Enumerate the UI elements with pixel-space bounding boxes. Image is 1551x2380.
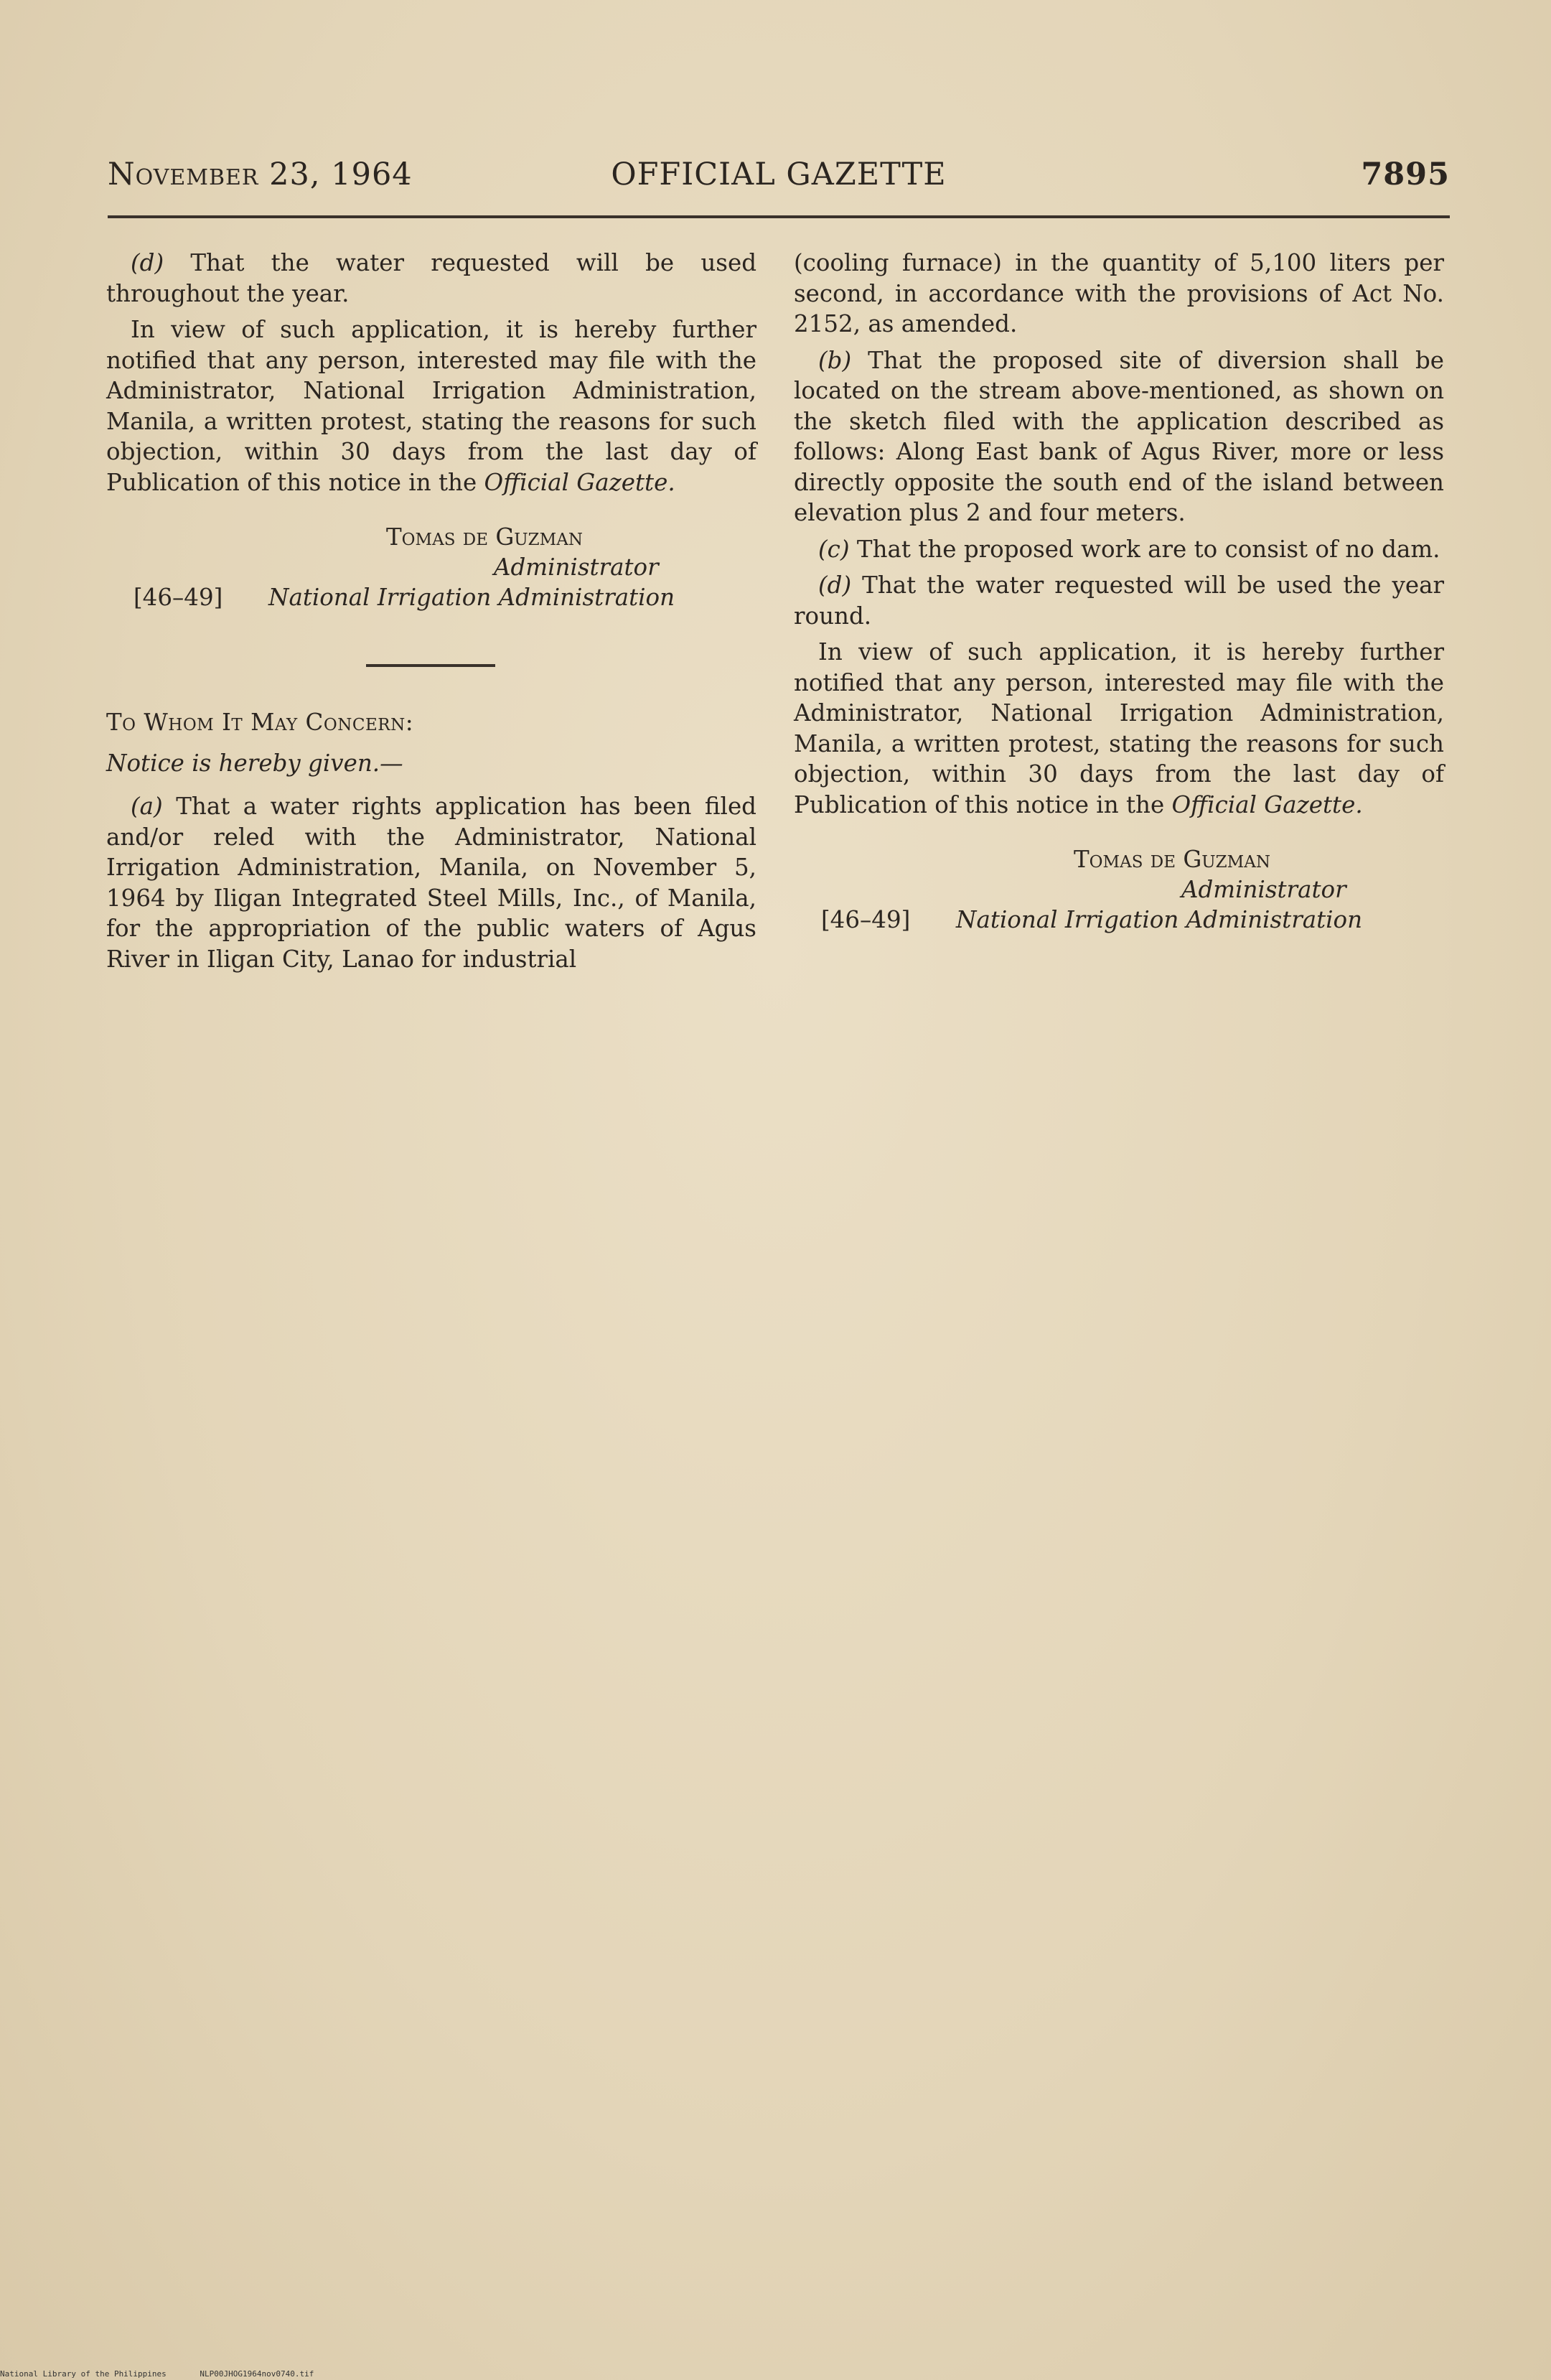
paragraph-d: (d) That the water requested will be used throughout the year. (106, 249, 756, 307)
notice-ref: [46–49] (821, 906, 911, 933)
salutation: To Whom It May Concern: (106, 709, 414, 736)
agency-name: National Irrigation Administration (956, 906, 1363, 933)
page-number: 7895 (1361, 157, 1450, 192)
signatory-title: Administrator (1181, 876, 1346, 903)
notice-ref: [46–49] (133, 584, 223, 611)
section-divider (366, 664, 495, 667)
continuation-paragraph: (cooling furnace) in the quantity of 5,100 liters per second, in accordance with the provisions of Act No. 2152, as amended. (794, 249, 1444, 337)
library-credit: National Library of the Philippines (0, 2369, 167, 2379)
signatory-name: Tomas de Guzman (386, 523, 583, 551)
protest-paragraph: In view of such application, it is hereby further notified that any person, interested may file with the Administrator, National Irrigation Administration, Manila, a written protest, stating the reasons for such objection, within 30 days from the last day of Publication of this notice in the Official Gazette. (106, 316, 756, 496)
signature-block (794, 844, 1444, 935)
right-column (794, 248, 1444, 935)
scan-footer (0, 2369, 342, 2379)
page-header (108, 157, 1450, 207)
signatory-title: Administrator (494, 554, 659, 581)
file-name: NLP00JHOG1964nov0740.tif (200, 2369, 314, 2379)
protest-paragraph: In view of such application, it is hereby further notified that any person, interested may file with the Administrator, National Irrigation Administration, Manila, a written protest, stating the reasons for such objection, within 30 days from the last day of Publication of this notice in the Official Gazette. (794, 638, 1444, 818)
agency-name: National Irrigation Administration (268, 584, 675, 611)
left-column (106, 248, 756, 980)
header-title: OFFICIAL GAZETTE (611, 157, 947, 192)
paragraph-a: (a) That a water rights application has been filed and/or reled with the Administrator, National Irrigation Administration, Manila, on November 5, 1964 by Iligan Integrated Steel Mills, Inc., of Manila, for the appropriation of the public waters of Agus River in Iligan City, Lanao for industrial (106, 793, 756, 973)
paragraph-b: (b) That the proposed site of diversion shall be located on the stream above-mentioned, as shown on the sketch filed with the application described as follows: Along East bank of Agus River, more or less directly opposite the south end of the island between elevation plus 2 and four meters. (794, 346, 1444, 526)
paragraph-d: (d) That the water requested will be used the year round. (794, 571, 1445, 630)
signatory-name: Tomas de Guzman (1074, 846, 1270, 873)
header-date: November 23, 1964 (108, 157, 413, 192)
header-rule (108, 215, 1450, 218)
notice-line: Notice is hereby given.— (106, 749, 403, 777)
signature-block (106, 522, 756, 612)
paragraph-c: (c) That the proposed work are to consist of no dam. (818, 535, 1440, 563)
